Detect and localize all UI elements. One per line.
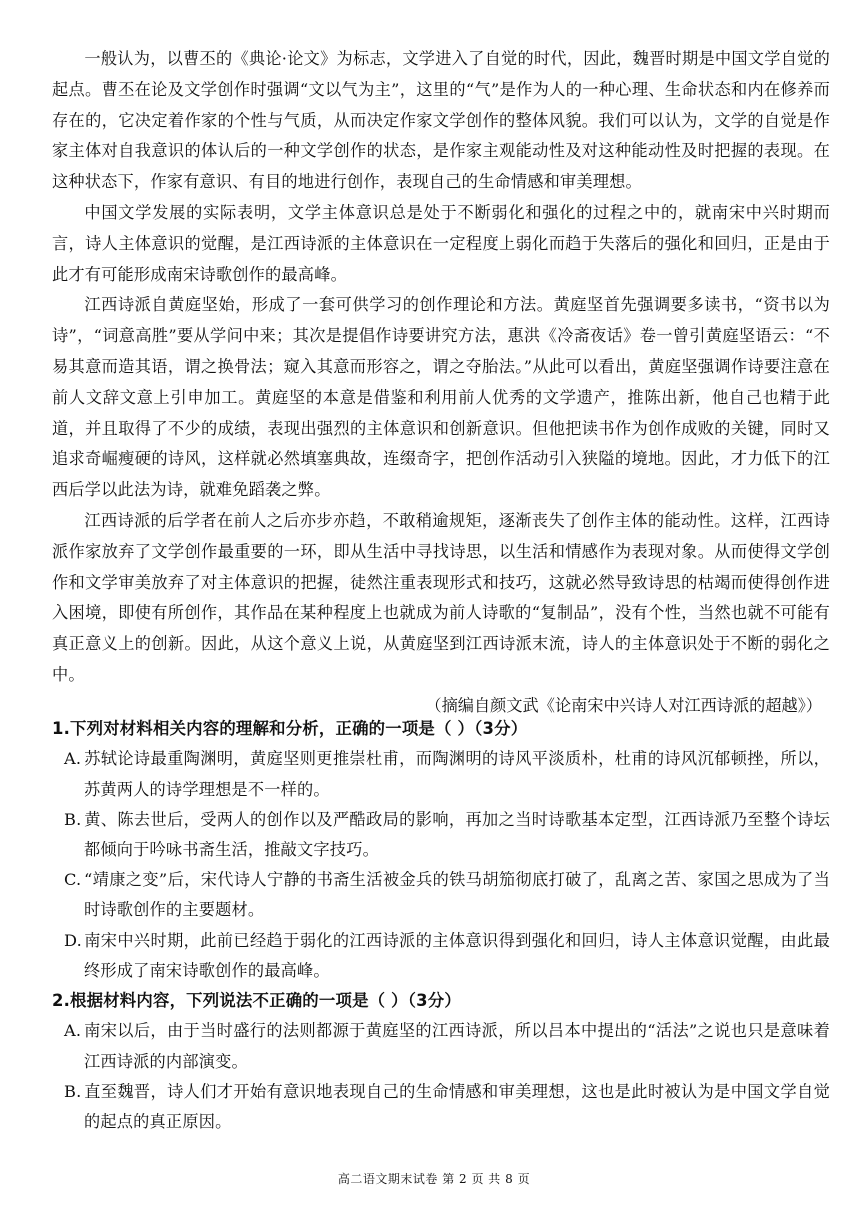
option-letter: C. bbox=[64, 870, 82, 890]
question-2 bbox=[52, 986, 830, 1137]
question-1-stem: 1.下列对材料相关内容的理解和分析，正确的一项是（ ）（3分） bbox=[52, 719, 528, 738]
questions-section bbox=[52, 714, 830, 1137]
option-text: 苏轼论诗最重陶渊明，黄庭坚则更推崇杜甫，而陶渊明的诗风平淡质朴，杜甫的诗风沉郁顿挫，所以，苏黄两人的诗学理想是不一样的。 bbox=[84, 749, 830, 799]
option-letter: A. bbox=[64, 749, 82, 769]
question-1-option-b[interactable] bbox=[52, 805, 830, 865]
reading-passage bbox=[52, 44, 830, 722]
question-2-option-b[interactable] bbox=[52, 1077, 830, 1137]
option-letter: B. bbox=[64, 1081, 82, 1101]
question-2-option-a[interactable] bbox=[52, 1016, 830, 1076]
option-text: 黄、陈去世后，受两人的创作以及严酷政局的影响，再加之当时诗歌基本定型，江西诗派乃至整个诗坛都倾向于吟咏书斋生活，推敲文字技巧。 bbox=[84, 809, 830, 860]
question-1-option-d[interactable] bbox=[52, 926, 830, 986]
option-text: 南宋以后，由于当时盛行的法则都源于黄庭坚的江西诗派，所以吕本中提出的“活法”之说也只是意味着江西诗派的内部演变。 bbox=[84, 1021, 830, 1071]
page-footer: 高二语文期末试卷 第 2 页 共 8 页 bbox=[337, 1172, 531, 1186]
question-1 bbox=[52, 714, 830, 986]
option-text: “靖康之变”后，宋代诗人宁静的书斋生活被金兵的铁马胡笳彻底打破了，乱离之苦、家国之思成为了当时诗歌创作的主要题材。 bbox=[84, 870, 830, 920]
option-text: 南宋中兴时期，此前已经趋于弱化的江西诗派的主体意识得到强化和回归，诗人主体意识觉醒，由此最终形成了南宋诗歌创作的最高峰。 bbox=[84, 930, 830, 980]
passage-paragraph-2: 中国文学发展的实际表明，文学主体意识总是处于不断弱化和强化的过程之中的，就南宋中兴时期而言，诗人主体意识的觉醒，是江西诗派的主体意识在一定程度上弱化而趋于失落后的强化和回归，正是由于此才有可能形成南宋诗歌创作的最高峰。 bbox=[52, 202, 830, 284]
option-letter: A. bbox=[64, 1021, 82, 1041]
passage-paragraph-3: 江西诗派自黄庭坚始，形成了一套可供学习的创作理论和方法。黄庭坚首先强调要多读书，“资书以为诗”，“词意高胜”要从学问中来；其次是提倡作诗要讲究方法，惠洪《冷斋夜话》卷一曾引黄庭坚语云：“不易其意而造其语，谓之换骨法；窥入其意而形容之，谓之夺胎法。”从此可以看出，黄庭坚强调作诗要注意在前人文辞文意上引申加工。黄庭坚的本意是借鉴和利用前人优秀的文学遗产，推陈出新，他自己也精于此道，并且取得了不少的成绩，表现出强烈的主体意识和创新意识。但他把读书作为创作成败的关键，同时又追求奇崛瘦硬的诗风，这样就必然填塞典故，连缀奇字，把创作活动引入狭隘的境地。因此，才力低下的江西后学以此法为诗，就难免蹈袭之弊。 bbox=[52, 295, 830, 500]
passage-paragraph-1: 一般认为，以曹丕的《典论·论文》为标志，文学进入了自觉的时代，因此，魏晋时期是中国文学自觉的起点。曹丕在论及文学创作时强调“文以气为主”，这里的“气”是作为人的一种心理、生命状态和内在修养而存在的，它决定着作家的个性与气质，从而决定作家文学创作的整体风貌。我们可以认为，文学的自觉是作家主体对自我意识的体认后的一种文学创作的状态，是作家主观能动性及对这种能动性及时把握的表现。在这种状态下，作家有意识、有目的地进行创作，表现自己的生命情感和审美理想。 bbox=[52, 49, 830, 192]
question-1-option-a[interactable] bbox=[52, 744, 830, 804]
option-text: 直至魏晋，诗人们才开始有意识地表现自己的生命情感和审美理想，这也是此时被认为是中国文学自觉的起点的真正原因。 bbox=[84, 1081, 830, 1132]
question-2-stem: 2.根据材料内容，下列说法不正确的一项是（ ）（3分） bbox=[52, 991, 461, 1011]
passage-source: （摘编自颜文武《论南宋中兴诗人对江西诗派的超越》） bbox=[425, 695, 822, 715]
option-letter: B. bbox=[64, 809, 82, 829]
option-letter: D. bbox=[64, 930, 82, 950]
passage-paragraph-4: 江西诗派的后学者在前人之后亦步亦趋，不敢稍逾规矩，逐渐丧失了创作主体的能动性。这样，江西诗派作家放弃了文学创作最重要的一环，即从生活中寻找诗思，以生活和情感作为表现对象。从而使得文学创作和文学审美放弃了对主体意识的把握，徒然注重表现形式和技巧，这就必然导致诗思的枯竭而使得创作进入困境，即使有所创作，其作品在某种程度上也就成为前人诗歌的“复制品”，没有个性，当然也就不可能有真正意义上的创新。因此，从这个意义上说，从黄庭坚到江西诗派末流，诗人的主体意识处于不断的弱化之中。 bbox=[52, 510, 830, 684]
question-1-option-c[interactable] bbox=[52, 865, 830, 925]
